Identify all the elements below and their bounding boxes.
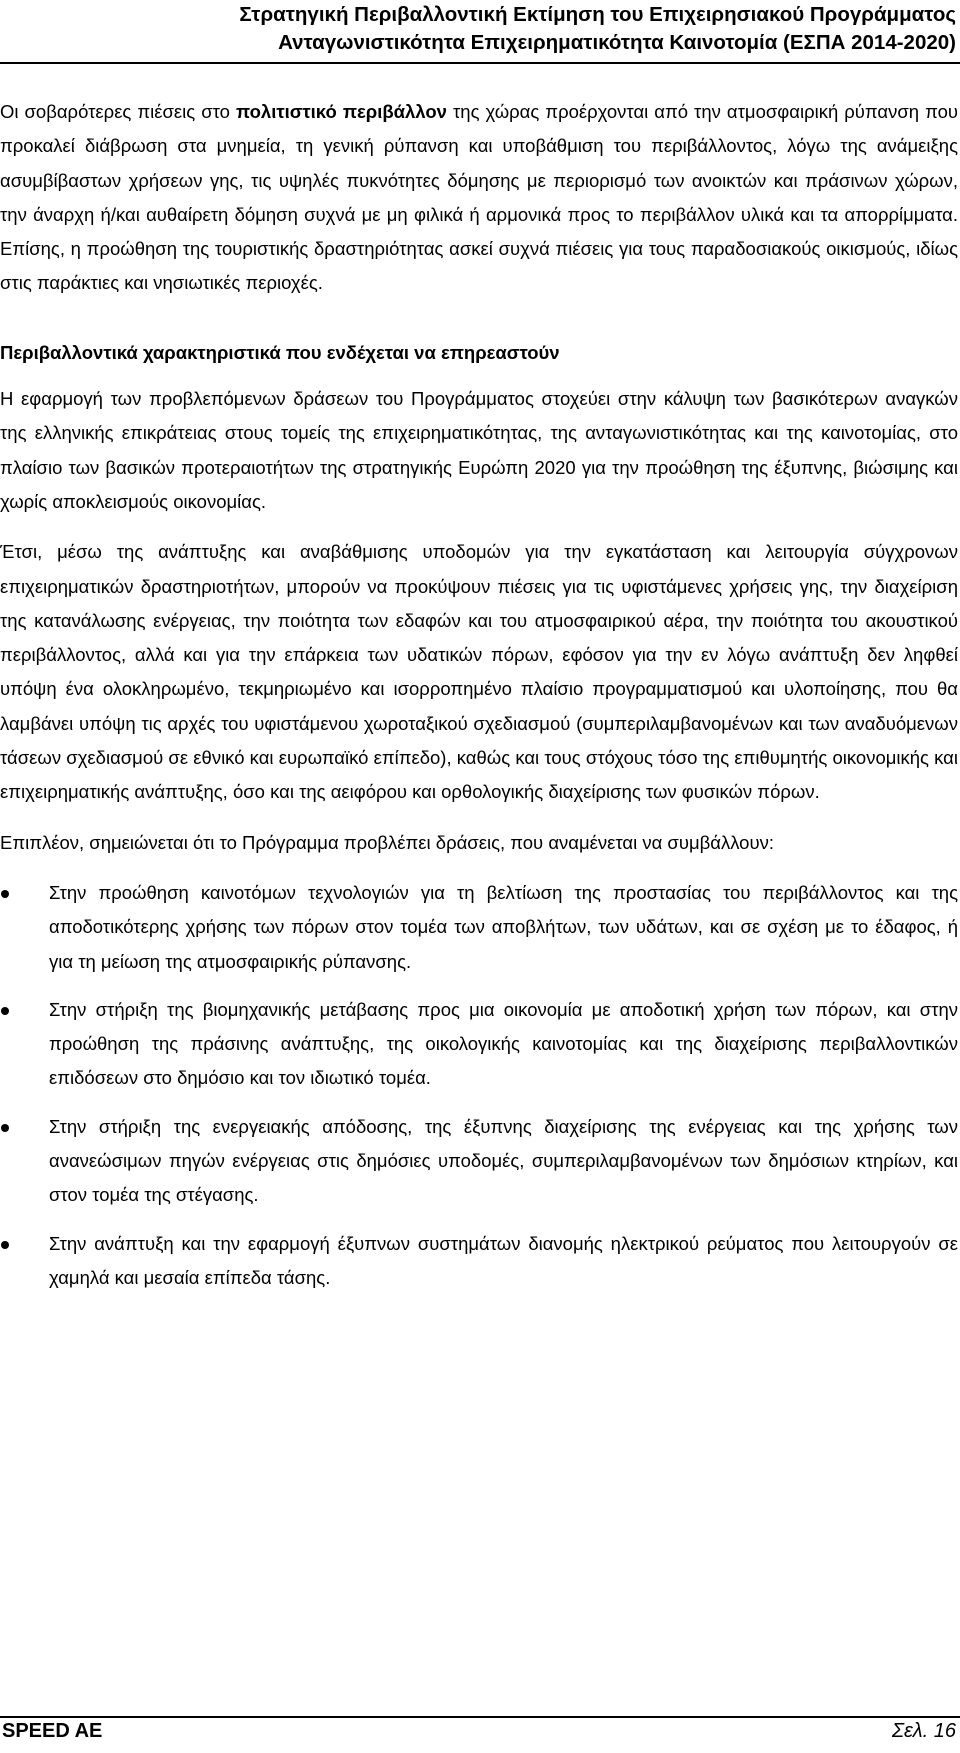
paragraph-1-emphasis: πολιτιστικό περιβάλλον	[235, 101, 447, 122]
footer-divider	[0, 1716, 960, 1718]
list-item-text: Στην στήριξη της βιομηχανικής μετάβασης προς μια οικονομία με αποδοτική χρήση των πόρων, και στην προώθηση της πράσινης ανάπτυξης, της οικολογικής καινοτομίας και της διαχείρισης περιβαλλοντικών επιδόσεων στο δημόσιο και τον ιδιωτικό τομέα.	[49, 998, 958, 1089]
paragraph-1-lead: Οι σοβαρότερες πιέσεις στο	[0, 101, 236, 122]
section-heading: Περιβαλλοντικά χαρακτηριστικά που ενδέχεται να επηρεαστούν	[0, 341, 560, 363]
list-item-text: Στην προώθηση καινοτόμων τεχνολογιών για τη βελτίωση της προστασίας του περιβάλλοντος και της αποδοτικότερης χρήσης των πόρων στον τομέα των αποβλήτων, των υδάτων, και σε σχέση με το έδαφος, ή για τη μείωση της ατμοσφαιρικής ρύπανσης.	[49, 881, 958, 972]
list-item	[0, 1110, 958, 1213]
bullet-icon	[1, 1124, 9, 1132]
list-item	[0, 1227, 958, 1296]
page-number: Σελ. 16	[892, 1720, 956, 1742]
list-item-text: Στην ανάπτυξη και την εφαρμογή έξυπνων συστημάτων διανομής ηλεκτρικού ρεύματος που λειτουργούν σε χαμηλά και μεσαία επίπεδα τάσης.	[49, 1232, 958, 1288]
page-body	[0, 95, 958, 1309]
header-divider	[0, 62, 960, 64]
list-item-text: Στην στήριξη της ενεργειακής απόδοσης, της έξυπνης διαχείρισης της ενέργειας και της χρήσης των ανανεώσιμων πηγών ενέργειας στις δημόσιες υποδομές, συμπεριλαμβανομένων των δημόσιων κτηρίων, και στον τομέα της στέγασης.	[49, 1115, 958, 1206]
contributions-list	[0, 876, 958, 1295]
list-item	[0, 993, 958, 1096]
header-title-line-1: Στρατηγική Περιβαλλοντική Εκτίμηση του Επιχειρησιακού Προγράμματος	[239, 3, 956, 26]
footer-company: SPEED AE	[2, 1720, 103, 1742]
list-item	[0, 876, 958, 979]
header-title-line-2: Ανταγωνιστικότητα Επιχειρηματικότητα Καινοτομία (ΕΣΠΑ 2014-2020)	[278, 31, 956, 54]
bullet-icon	[1, 890, 9, 898]
bullet-icon	[1, 1241, 9, 1249]
paragraph-contributions-intro: Επιπλέον, σημειώνεται ότι το Πρόγραμμα προβλέπει δράσεις, που αναμένεται να συμβάλλουν:	[0, 831, 774, 853]
page-header	[0, 0, 958, 57]
paragraph-program-goals: Η εφαρμογή των προβλεπόμενων δράσεων του Προγράμματος στοχεύει στην κάλυψη των βασικότερων αναγκών της ελληνικής επικράτειας στους τομείς της επιχειρηματικότητας, της ανταγωνιστικότητας και της καινοτομίας, στο πλαίσιο των βασικών προτεραιοτήτων της στρατηγικής Ευρώπη 2020 για την προώθηση της έξυπνης, βιώσιμης και χωρίς αποκλεισμούς οικονομίας.	[0, 388, 958, 512]
paragraph-cultural-environment	[0, 95, 958, 301]
bullet-icon	[1, 1007, 9, 1015]
paragraph-1-rest: της χώρας προέρχονται από την ατμοσφαιρική ρύπανση που προκαλεί διάβρωση στα μνημεία, τη γενική ρύπανση και υποβάθμιση του περιβάλλοντος, λόγω της ανάμειξης ασυμβίβαστων χρήσεων γης, τις υψηλές πυκνότητες δόμησης με περιορισμό των ανοικτών και πράσινων χώρων, την άναρχη ή/και αυθαίρετη δόμηση συχνά με μη φιλικά ή αρμονικά προς το περιβάλλον υλικά και τα απορρίμματα. Επίσης, η προώθηση της τουριστικής δραστηριότητας ασκεί συχνά πιέσεις για τους παραδοσιακούς οικισμούς, ιδίως στις παράκτιες και νησιωτικές περιοχές.	[0, 101, 958, 294]
paragraph-pressures: Έτσι, μέσω της ανάπτυξης και αναβάθμισης υποδομών για την εγκατάσταση και λειτουργία σύγχρονων επιχειρηματικών δραστηριοτήτων, μπορούν να προκύψουν πιέσεις για τις υφιστάμενες χρήσεις γης, την διαχείριση της κατανάλωσης ενέργειας, την ποιότητα των εδαφών και του ατμοσφαιρικού αέρα, την ποιότητα του ακουστικού περιβάλλοντος, αλλά και για την επάρκεια των υδατικών πόρων, εφόσον για την εν λόγω ανάπτυξη δεν ληφθεί υπόψη ένα ολοκληρωμένο, τεκμηριωμένο και ισορροπημένο πλαίσιο προγραμματισμού και υλοποίησης, που θα λαμβάνει υπόψη τις αρχές του υφιστάμενου χωροταξικού σχεδιασμού (συμπεριλαμβανομένων και των αναδυόμενων τάσεων σχεδιασμού σε εθνικό και ευρωπαϊκό επίπεδο), καθώς και τους στόχους τόσο της επιθυμητής οικονομικής και επιχειρηματικής ανάπτυξης, όσο και της αειφόρου και ορθολογικής διαχείρισης των φυσικών πόρων.	[0, 541, 958, 803]
